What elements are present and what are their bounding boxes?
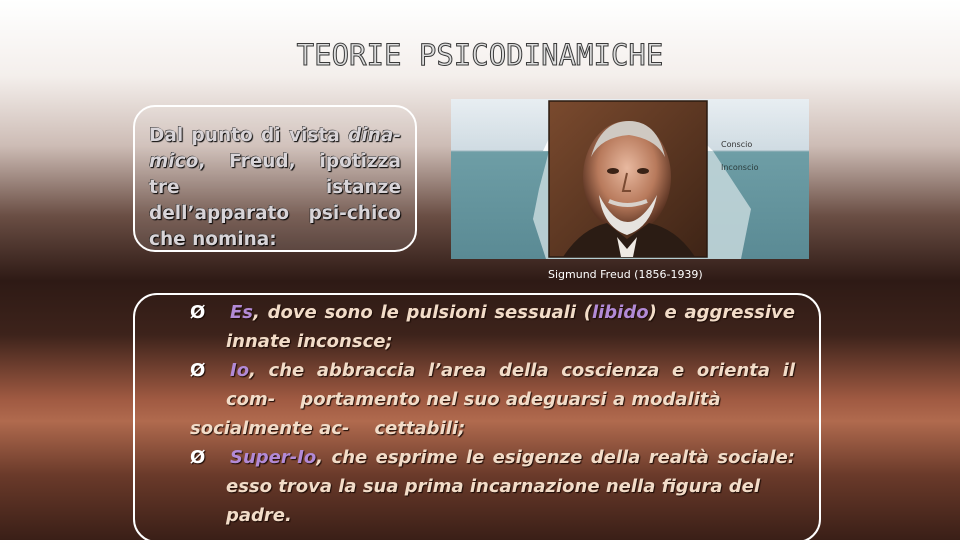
id-ego-superego-list — [190, 298, 795, 530]
list-item-io-line2: com- portamento nel suo adeguarsi a modalità — [226, 389, 721, 410]
freud-iceberg-image — [451, 99, 809, 259]
intro-text — [149, 123, 401, 253]
intro-text-part2: , Freud, ipotizza tre istanze dell’apparato psi-chico che nomina: — [149, 151, 401, 250]
freud-iceberg-illustration — [451, 99, 809, 259]
conscious-label: Conscio — [721, 140, 753, 149]
list-item-superio-line2: esso trova la sua prima incarnazione nella figura del — [226, 476, 761, 497]
arrow-bullet-icon: Ø — [190, 302, 206, 323]
arrow-bullet-icon: Ø — [190, 447, 206, 468]
text-fragment: , che abbraccia l’area della coscienza e orienta il — [249, 360, 795, 381]
intro-text-italic: dina-mico — [149, 125, 401, 172]
intro-box — [133, 105, 417, 252]
intro-text-part1: Dal punto di vista — [149, 125, 349, 146]
keyword-io: Io — [230, 360, 250, 381]
unconscious-label: Inconscio — [721, 163, 759, 172]
photo-caption: Sigmund Freud (1856-1939) — [548, 268, 703, 281]
arrow-bullet-icon: Ø — [190, 360, 206, 381]
keyword-super-io: Super-Io — [230, 447, 317, 468]
keyword-es: Es — [230, 302, 254, 323]
list-item-superio-line1 — [190, 443, 795, 472]
list-item-io-line1 — [190, 356, 795, 385]
text-fragment: ) e aggressive — [648, 302, 795, 323]
list-item-es-line1 — [190, 298, 795, 327]
slide-title: TEORIE PSICODINAMICHE — [296, 38, 664, 72]
list-item-es-line2: innate inconsce; — [226, 331, 393, 352]
list-item-io-line3: socialmente ac- cettabili; — [190, 418, 466, 439]
text-fragment: , che esprime le esigenze della realtà sociale: — [316, 447, 795, 468]
keyword-libido: libido — [591, 302, 649, 323]
list-item-superio-line3: padre. — [226, 505, 292, 526]
text-fragment: , dove sono le pulsioni sessuali ( — [253, 302, 592, 323]
